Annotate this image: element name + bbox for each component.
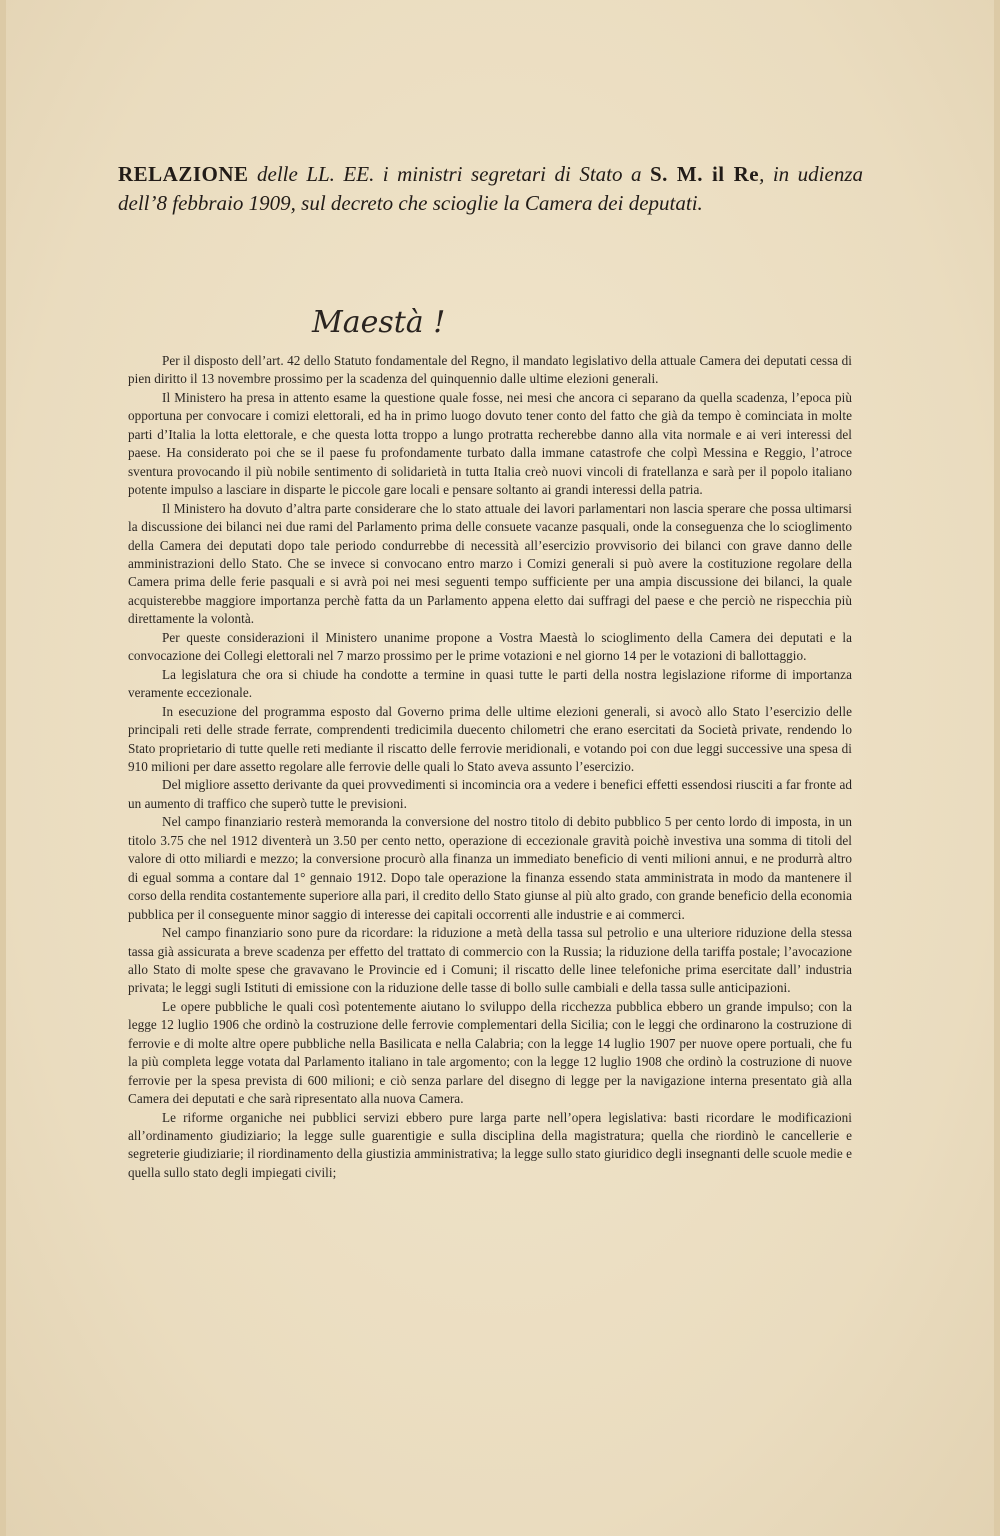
heading-relazione: RELAZIONE bbox=[118, 162, 249, 186]
paragraph-4: Per queste considerazioni il Ministero unanime propone a Vostra Maestà lo scioglimento della Camera dei deputati e la convocazione dei Collegi elettorali nel 7 marzo prossimo per le prime votazioni e nel giorno 14 per le votazioni di ballottaggio. bbox=[128, 629, 852, 664]
paragraph-8: Nel campo finanziario resterà memoranda la conversione del nostro titolo di debito pubblico 5 per cento lordo di imposta, in un titolo 3.75 che nel 1912 diventerà un 3.50 per cento netto, operazione di eccezionale gravità poichè investiva una somma di titoli del valore di otto miliardi e mezzo; la conversione procurò alla finanza un immediato beneficio di venti milioni annui, e ne produrrà altro di egual somma a contare dal 1° gennaio 1912. Dopo tale operazione la finanza essendo stata amministrata in modo da mantenere il corso della rendita costantemente superiore alla pari, il credito dello Stato giunse al più alto grado, con grande beneficio della economia pubblica per il conseguente minor saggio di interesse dei capitali occorrenti alle industrie e ai commerci. bbox=[128, 814, 852, 922]
page-edge-right bbox=[994, 0, 1000, 1536]
document-heading bbox=[118, 160, 863, 218]
heading-sm-il-re: S. M. il Re bbox=[649, 162, 760, 186]
document-body bbox=[128, 352, 852, 1182]
paragraph-2: Il Ministero ha presa in attento esame la questione quale fosse, nei mesi che ancora ci separano da quella scadenza, l’epoca più opportuna per convocare i comizi elettorali, ed ha in primo luogo dovuto tener conto del fatto che già da tempo è cominciata in molte parti d’Italia la lotta elettorale, e che questa lotta troppo a lungo protratta recherebbe danno alla vita normale e ai veri interessi del paese. Ha considerato poi che se il paese fu profondamente turbato dalla immane catastrofe che colpì Messina e Reggio, l’atroce sventura provocando il più nobile sentimento di solidarietà in tutta Italia creò nuovi vincoli di fratellanza e sarà per il popolo italiano potente impulso a lasciare in disparte le piccole gare locali e pensare soltanto ai grandi interessi della patria. bbox=[128, 389, 852, 498]
paragraph-5: La legislatura che ora si chiude ha condotte a termine in quasi tutte le parti della nostra legislazione riforme di importanza veramente eccezionale. bbox=[128, 666, 852, 701]
paragraph-1: Per il disposto dell’art. 42 dello Statuto fondamentale del Regno, il mandato legislativo della attuale Camera dei deputati cessa di pien diritto il 13 novembre prossimo per la scadenza del quinquennio dalle ultime elezioni generali. bbox=[128, 353, 852, 387]
heading-text-1: delle LL. EE. i ministri segretari di Stato a bbox=[248, 162, 650, 186]
heading-text-2: , in udienza dell’8 febbraio 1909, sul decreto che scioglie la Camera dei deputati. bbox=[118, 162, 863, 215]
paragraph-9: Nel campo finanziario sono pure da ricordare: la riduzione a metà della tassa sul petrolio e una ulteriore riduzione della stessa tassa già assicurata a breve scadenza per effetto del trattato di commercio con la Russia; la riduzione della tariffa postale; l’avocazione allo Stato di molte spese che gravavano le Provincie ed i Comuni; il riscatto delle linee telefoniche prima esercitate dall’ industria privata; le leggi sugli Istituti di emissione con la riduzione delle tasse di bollo sulle cambiali e della tassa sulle anticipazioni. bbox=[128, 925, 852, 996]
paragraph-10: Le opere pubbliche le quali così potentemente aiutano lo sviluppo della ricchezza pubblica ebbero un grande impulso; con la legge 12 luglio 1906 che ordinò la costruzione delle ferrovie complementari della Sicilia; con le leggi che ordinarono la costruzione di ferrovie e di molte altre opere pubbliche nella Basilicata e nella Calabria; con la legge 14 luglio 1907 per nuove opere portuali, che fu la più completa legge votata dal Parlamento italiano in tale argomento; con la legge 12 luglio 1908 che ordinò la costruzione di nuove ferrovie per la spesa prevista di 600 milioni; e ciò senza parlare del disegno di legge per la navigazione interna presentato già alla Camera dei deputati e che sarà ripresentato alla nuova Camera. bbox=[128, 998, 852, 1107]
paragraph-6: In esecuzione del programma esposto dal Governo prima delle ultime elezioni generali, si avocò allo Stato l’esercizio delle principali reti delle strade ferrate, comprendenti tredicimila duecento chilometri che erano esercitati da Società private, rendendo lo Stato proprietario di tutte quelle reti mediante il riscatto delle ferrovie meridionali, e votando poi con due leggi successive una spesa di 910 milioni per dare assetto regolare alle ferrovie delle quali lo Stato aveva assunto l’esercizio. bbox=[128, 703, 852, 774]
paragraph-7: Del migliore assetto derivante da quei provvedimenti si incomincia ora a vedere i benefici effetti essendosi riusciti a far fronte ad un aumento di traffico che superò tutte le previsioni. bbox=[128, 777, 852, 811]
paragraph-11: Le riforme organiche nei pubblici servizi ebbero pure larga parte nell’opera legislativa: basti ricordare le modificazioni all’ordinamento giudiziario; la legge sulle guarentigie e sulla disciplina della magistratura; quella che riordinò le cancellerie e segreterie giudiziarie; il riordinamento della giustizia amministrativa; la legge sullo stato giuridico degli insegnanti delle scuole medie e quella sullo stato degli impiegati civili; bbox=[128, 1109, 852, 1180]
paragraph-3: Il Ministero ha dovuto d’altra parte considerare che lo stato attuale dei lavori parlamentari non lascia sperare che possa ultimarsi la discussione dei bilanci nei due rami del Parlamento prima delle consuete vacanze pasquali, onde la conseguenza che lo scioglimento della Camera dei deputati dopo tale periodo condurrebbe di necessità all’esercizio provvisorio dei bilanci con grave danno delle amministrazioni dello Stato. Che se invece si convocano entro marzo i Comizi generali si può avere la costituzione regolare della Camera prima delle ferie pasquali e si avrà poi nei mesi seguenti tempo sufficiente per una ampia discussione dei bilanci, la quale acquisterebbe maggiore importanza perchè fatta da un Parlamento appena eletto dai suffragi del paese e che perciò ne rispecchia più direttamente la volontà. bbox=[128, 500, 852, 627]
page-edge-left bbox=[0, 0, 6, 1536]
salutation: Maestà ! bbox=[312, 305, 446, 340]
